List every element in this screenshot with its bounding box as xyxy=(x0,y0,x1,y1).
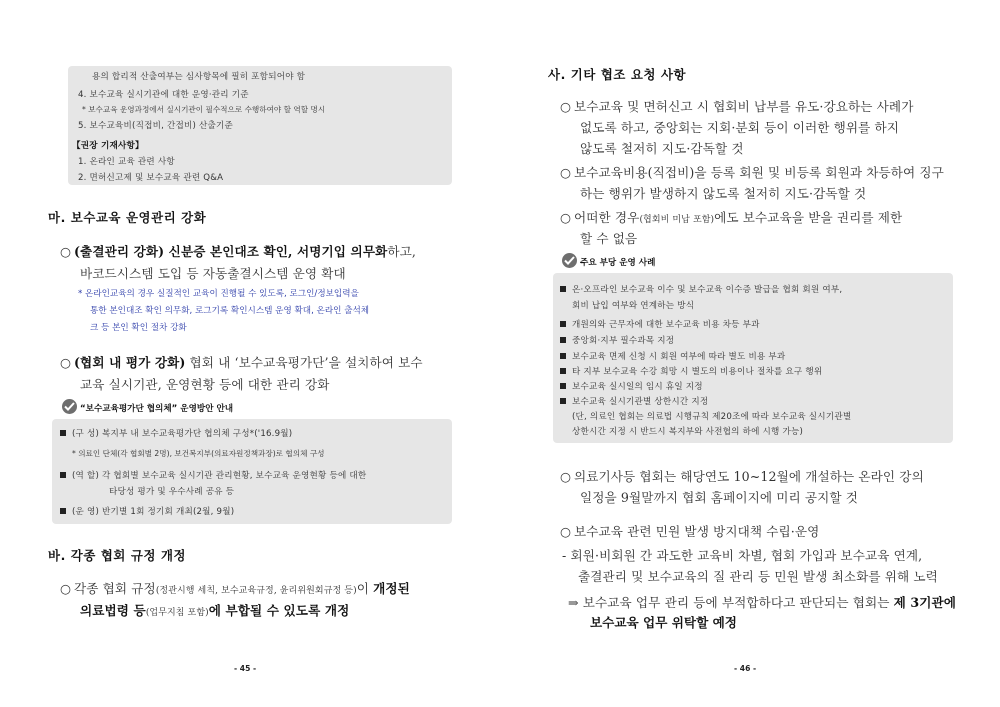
circle-bullet: ○ xyxy=(560,165,572,180)
unfair-case-item-line2: 회비 납입 여부와 연계하는 방식 xyxy=(572,301,695,311)
guideline-line: 5. 보수교육비(직접비, 간접비) 산출기준 xyxy=(78,121,233,131)
arrow-item-line2: 보수교육 업무 위탁할 예정 xyxy=(590,615,737,630)
item-online-schedule: ○ 의료기사등 협회는 해당연도 10~12월에 개설하는 온라인 강의 xyxy=(560,469,924,484)
circle-bullet: ○ xyxy=(60,355,72,370)
unfair-cases-box-title: 주요 부당 운영 사례 xyxy=(580,258,656,268)
circle-bullet: ○ xyxy=(560,469,572,484)
online-note-line: * 온라인교육의 경우 실질적인 교육이 진행될 수 있도록, 로그인/정보입력을 xyxy=(78,289,359,299)
committee-box-title: “보수교육평가단 협의체” 운영방안 안내 xyxy=(80,404,234,414)
guideline-note: * 보수교육 운영과정에서 실시기관이 필수적으로 수행하여야 할 역할 명시 xyxy=(82,105,326,114)
unfair-case-item: 보수교육 실시기관별 상한시간 지정 xyxy=(560,395,708,407)
item-line: 하는 행위가 발생하지 않도록 철저히 지도·감독할 것 xyxy=(580,186,867,201)
circle-bullet: ○ xyxy=(60,581,72,596)
committee-item: (역 할) 각 협회별 보수교육 실시기관 관리현황, 보수교육 운영현황 등에 대한 xyxy=(60,469,366,481)
check-circle-icon xyxy=(62,399,77,414)
check-circle-icon xyxy=(562,253,577,268)
sub-item: - 회원·비회원 간 과도한 교육비 차별, 협회 가입과 보수교육 연계, xyxy=(562,548,923,563)
recommended-item: 1. 온라인 교육 관련 사항 xyxy=(78,157,175,167)
online-note-line: 통한 본인대조 확인 의무화, 로그기록 확인시스템 운영 확대, 온라인 출석체 xyxy=(90,306,370,316)
unfair-case-note: 상한시간 지정 시 반드시 복지부와 사전협의 하에 시행 가능) xyxy=(572,427,804,437)
page-46 xyxy=(500,0,1000,707)
unfair-case-item: 개원의와 근무자에 대한 보수교육 비용 차등 부과 xyxy=(560,318,760,330)
item-regulations: ○ 각종 협회 규정(정관시행 세칙, 보수교육규정, 윤리위원회규정 등)이 개정된 xyxy=(60,581,410,596)
circle-bullet: ○ xyxy=(60,244,72,259)
item-evaluation-line2: 교육 실시기관, 운영현황 등에 대한 관리 강화 xyxy=(80,377,330,392)
online-note-line: 크 등 본인 확인 절차 강화 xyxy=(90,323,187,333)
section-heading-ba: 바. 각종 협회 규정 개정 xyxy=(48,548,187,563)
item-line: 않도록 철저히 지도·감독할 것 xyxy=(580,141,744,156)
unfair-case-item: 타 지부 보수교육 수강 희망 시 별도의 비용이나 절차를 요구 행위 xyxy=(560,365,822,377)
item-cost-discrimination: ○ 보수교육비용(직접비)을 등록 회원 및 비등록 회원과 차등하여 징구 xyxy=(560,165,944,180)
circle-bullet: ○ xyxy=(560,99,572,114)
unfair-case-item: 온·오프라인 보수교육 이수 및 보수교육 이수증 발급을 협회 회원 여부, xyxy=(560,283,842,295)
circle-bullet: ○ xyxy=(560,210,572,225)
item-right-to-education: ○ 어떠한 경우(협회비 미납 포함)에도 보수교육을 받을 권리를 제한 xyxy=(560,210,903,225)
committee-item: (구 성) 복지부 내 보수교육평가단 협의체 구성*('16.9월) xyxy=(60,427,292,439)
unfair-case-note: (단, 의료인 협회는 의료법 시행규칙 제20조에 따라 보수교육 실시기관별 xyxy=(572,412,852,422)
square-bullet xyxy=(60,430,66,436)
sub-item-line2: 출결관리 및 보수교육의 질 관리 등 민원 발생 최소화를 위해 노력 xyxy=(578,569,938,584)
guideline-line: 용의 합리적 산출여부는 심사항목에 필히 포함되어야 함 xyxy=(92,72,306,82)
square-bullet xyxy=(560,398,566,404)
section-heading-ma: 마. 보수교육 운영관리 강화 xyxy=(48,210,207,225)
square-bullet xyxy=(60,472,66,478)
square-bullet xyxy=(560,337,566,343)
section-heading-sa: 사. 기타 협조 요청 사항 xyxy=(548,67,687,82)
committee-note: * 의료인 단체(각 협회별 2명), 보건복지부(의료자원정책과장)로 협의체 구성 xyxy=(72,449,325,458)
item-line: 일정을 9월말까지 협회 홈페이지에 미리 공지할 것 xyxy=(580,490,859,505)
square-bullet xyxy=(560,321,566,327)
item-evaluation: ○ (협회 내 평가 강화) 협회 내 ‘보수교육평가단’을 설치하여 보수 xyxy=(60,355,423,370)
item-attendance: ○ (출결관리 강화) 신분증 본인대조 확인, 서명기입 의무화하고, xyxy=(60,244,416,259)
circle-bullet: ○ xyxy=(560,524,572,539)
square-bullet xyxy=(560,286,566,292)
arrow-icon: ⇒ xyxy=(568,595,579,610)
committee-item-line2: 타당성 평가 및 우수사례 공유 등 xyxy=(109,487,235,497)
page-number: - 45 - xyxy=(234,664,257,673)
item-fee-coercion: ○ 보수교육 및 면허신고 시 협회비 납부를 유도·강요하는 사례가 xyxy=(560,99,914,114)
item-attendance-line2: 바코드시스템 도입 등 자동출결시스템 운영 확대 xyxy=(80,266,346,281)
recommended-item: 2. 면허신고제 및 보수교육 관련 Q&A xyxy=(78,173,224,183)
recommended-items-heading: 【권장 기재사항】 xyxy=(72,141,144,151)
unfair-case-item: 중앙회·지부 필수과목 지정 xyxy=(560,334,674,346)
unfair-case-item: 보수교육 면제 신청 시 회원 여부에 따라 별도 비용 부과 xyxy=(560,350,785,362)
committee-item: (운 영) 반기별 1회 정기회 개최(2월, 9월) xyxy=(60,505,234,517)
item-regulations-line2: 의료법령 등(업무지침 포함)에 부합될 수 있도록 개정 xyxy=(80,603,350,618)
arrow-item: ⇒ 보수교육 업무 관리 등에 부적합하다고 판단되는 협회는 제 3기관에 xyxy=(568,595,957,610)
item-line: 없도록 하고, 중앙회는 지회·분회 등이 이러한 행위를 하지 xyxy=(580,120,900,135)
square-bullet xyxy=(560,353,566,359)
square-bullet xyxy=(560,383,566,389)
page-number: - 46 - xyxy=(734,664,757,673)
item-complaint-prevention: ○ 보수교육 관련 민원 발생 방지대책 수립·운영 xyxy=(560,524,820,539)
unfair-case-item: 보수교육 실시일의 임시 휴일 지정 xyxy=(560,380,703,392)
square-bullet xyxy=(560,368,566,374)
guideline-line: 4. 보수교육 실시기관에 대한 운영·관리 기준 xyxy=(78,90,249,100)
item-line: 할 수 없음 xyxy=(580,231,638,246)
square-bullet xyxy=(60,508,66,514)
